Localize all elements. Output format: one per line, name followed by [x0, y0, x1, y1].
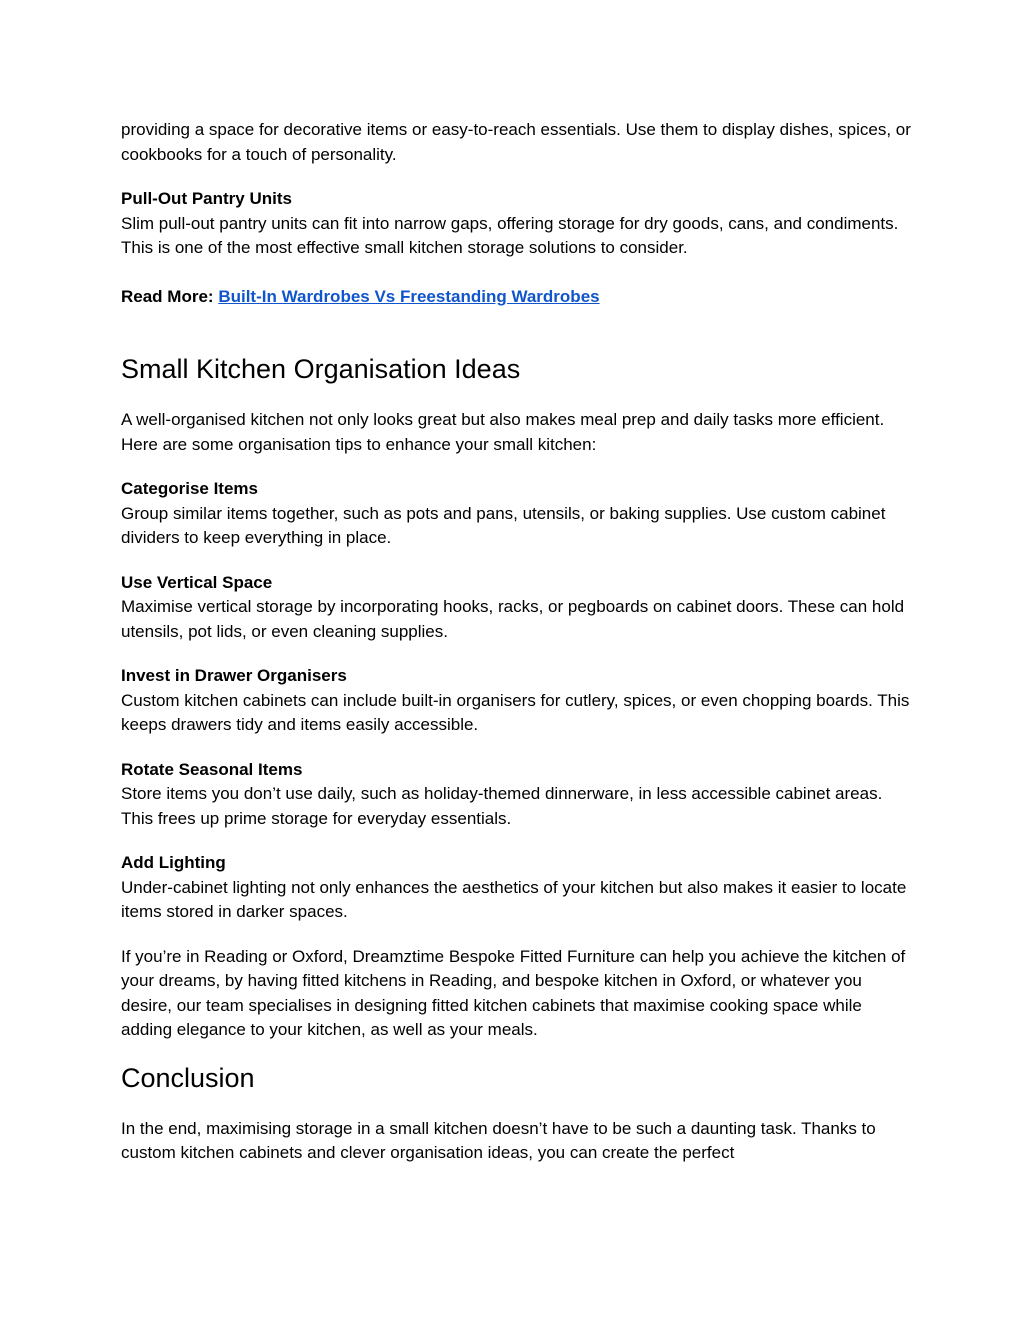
organisation-heading: Small Kitchen Organisation Ideas — [121, 354, 521, 384]
tip-title: Rotate Seasonal Items — [121, 759, 303, 779]
pantry-body: Slim pull-out pantry units can fit into narrow gaps, offering storage for dry goods, cans, and condiments. This is one of the most effective small kitchen storage solutions to consider. — [121, 213, 899, 257]
tip-body: Custom kitchen cabinets can include built-in organisers for cutlery, spices, or even chopping boards. This keeps drawers tidy and items easily accessible. — [121, 690, 910, 734]
tip-body: Store items you don’t use daily, such as holiday-themed dinnerware, in less accessible cabinet areas. This frees up prime storage for everyday essentials. — [121, 784, 883, 828]
tip-title: Add Lighting — [121, 853, 226, 872]
tip-body: Group similar items together, such as pots and pans, utensils, or baking supplies. Use custom cabinet dividers to keep everything in place. — [121, 503, 886, 547]
pantry-section — [121, 187, 911, 261]
conclusion-paragraph: In the end, maximising storage in a small kitchen doesn’t have to be such a daunting task. Thanks to custom kitchen cabinets and clever organisation ideas, you can create the perfect — [121, 1118, 876, 1162]
tip-title: Categorise Items — [121, 479, 258, 498]
pantry-title: Pull-Out Pantry Units — [121, 189, 292, 208]
tip-item — [121, 851, 911, 925]
read-more-label: Read More: — [121, 286, 214, 306]
read-more-line — [121, 285, 911, 310]
read-more-link[interactable]: Built-In Wardrobes Vs Freestanding Wardrobes — [218, 286, 600, 306]
tip-item — [121, 571, 911, 645]
conclusion-heading: Conclusion — [121, 1062, 255, 1093]
tip-item — [121, 664, 911, 738]
document-page — [121, 118, 911, 1166]
tip-body: Maximise vertical storage by incorporating hooks, racks, or pegboards on cabinet doors. These can hold utensils, pot lids, or even cleaning supplies. — [121, 597, 905, 641]
tip-body: Under-cabinet lighting not only enhances the aesthetics of your kitchen but also makes it easier to locate items stored in darker spaces. — [121, 877, 907, 921]
intro-paragraph: providing a space for decorative items or easy-to-reach essentials. Use them to display dishes, spices, or cookbooks for a touch of personality. — [121, 120, 911, 164]
tip-item — [121, 477, 911, 551]
tip-item — [121, 758, 911, 832]
closing-paragraph: If you’re in Reading or Oxford, Dreamztime Bespoke Fitted Furniture can help you achieve the kitchen of your dreams, by having fitted kitchens in Reading, and bespoke kitchen in Oxford, or whatever you desire, our team specialises in designing fitted kitchen cabinets that maximise cooking space while adding elegance to your kitchen, as well as your meals. — [121, 946, 906, 1039]
tip-title: Invest in Drawer Organisers — [121, 666, 347, 685]
tip-title: Use Vertical Space — [121, 572, 273, 592]
organisation-intro: A well-organised kitchen not only looks great but also makes meal prep and daily tasks more efficient. Here are some organisation tips to enhance your small kitchen: — [121, 410, 885, 454]
